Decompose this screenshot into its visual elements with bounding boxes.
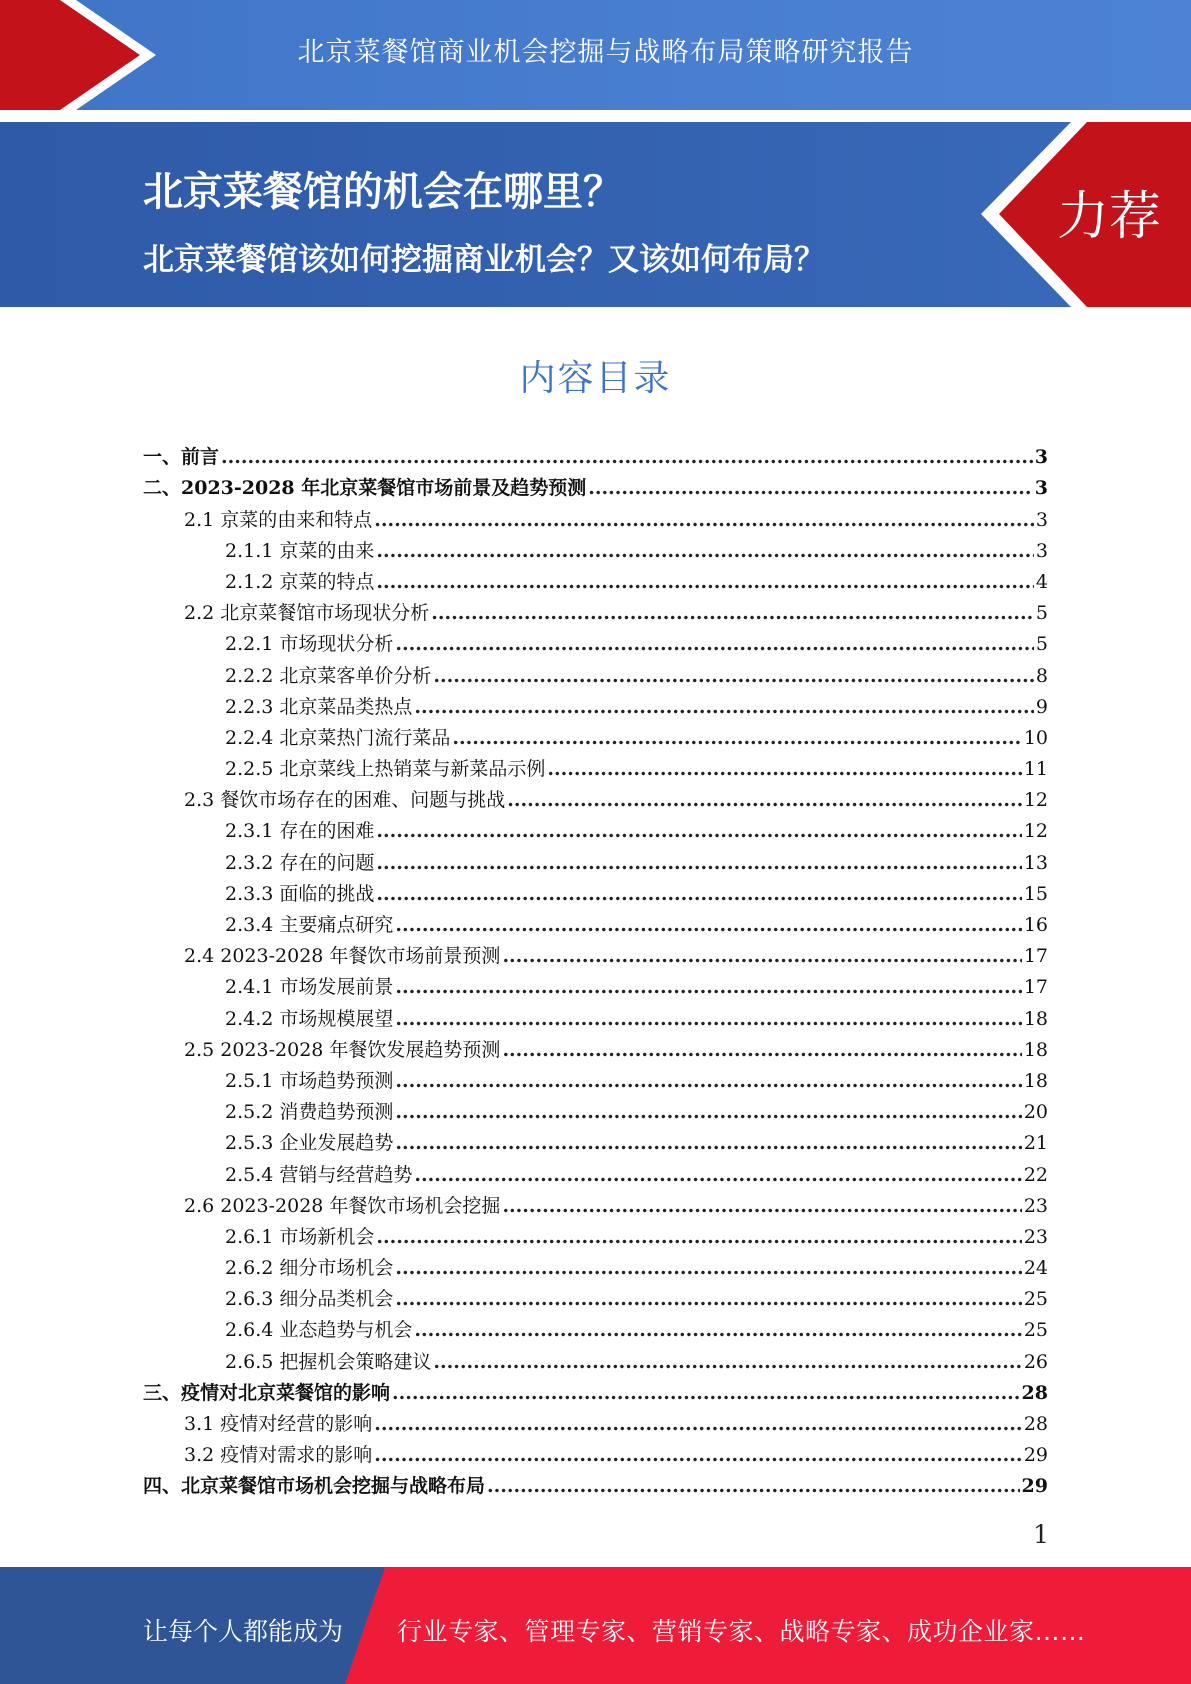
toc-entry-page: 8 xyxy=(1035,664,1048,687)
toc-entry-label: 2.5.1 市场趋势预测 xyxy=(225,1069,394,1092)
toc-entry[interactable] xyxy=(143,968,1048,999)
toc-entry-page: 4 xyxy=(1035,570,1048,593)
toc-entry-label: 2.4.1 市场发展前景 xyxy=(225,976,394,999)
toc-entry-page: 18 xyxy=(1023,1069,1048,1092)
toc-leader-dots xyxy=(502,1038,1021,1062)
toc-entry-label: 一、前言 xyxy=(143,446,220,469)
toc-entry-page: 16 xyxy=(1023,914,1048,936)
toc-entry-label: 2.2.1 市场现状分析 xyxy=(225,633,394,656)
toc-entry[interactable] xyxy=(143,999,1048,1030)
toc-leader-dots xyxy=(414,695,1034,719)
toc-entry-page: 28 xyxy=(1023,1413,1048,1435)
recommend-badge-text: 力荐 xyxy=(1056,187,1161,247)
hero-title: 北京菜餐馆的机会在哪里？ xyxy=(143,169,623,215)
toc-entry[interactable] xyxy=(143,1218,1048,1249)
toc-leader-dots xyxy=(414,1318,1021,1342)
table-of-contents xyxy=(143,438,1048,1498)
toc-entry-page: 3 xyxy=(1035,508,1048,531)
hero-subtitle: 北京菜餐馆该如何挖掘商业机会？又该如何布局？ xyxy=(143,242,825,278)
toc-leader-dots xyxy=(395,913,1021,937)
toc-entry-label: 2.5 2023-2028 年餐饮发展趋势预测 xyxy=(184,1038,501,1061)
page-number: 1 xyxy=(1033,1520,1049,1549)
toc-entry[interactable] xyxy=(143,812,1048,843)
toc-entry[interactable] xyxy=(143,719,1048,750)
toc-leader-dots xyxy=(374,1412,1022,1436)
toc-entry-label: 2.4.2 市场规模展望 xyxy=(225,1007,394,1030)
toc-leader-dots xyxy=(507,788,1022,812)
toc-leader-dots xyxy=(395,1069,1021,1093)
toc-leader-dots xyxy=(376,1225,1021,1249)
toc-entry[interactable] xyxy=(143,1187,1048,1218)
toc-entry-label: 2.1.2 京菜的特点 xyxy=(225,570,375,593)
toc-entry-page: 17 xyxy=(1023,945,1048,968)
toc-entry-page: 12 xyxy=(1023,820,1048,843)
toc-leader-dots xyxy=(547,757,1021,781)
toc-entry-page: 3 xyxy=(1034,446,1048,469)
toc-entry-label: 2.2.5 北京菜线上热销菜与新菜品示例 xyxy=(225,758,546,781)
hero-band xyxy=(0,122,1191,307)
toc-leader-dots xyxy=(452,726,1021,750)
toc-entry-label: 3.2 疫情对需求的影响 xyxy=(184,1444,373,1467)
toc-entry-page: 3 xyxy=(1035,539,1048,562)
toc-leader-dots xyxy=(392,1381,1020,1405)
toc-entry[interactable] xyxy=(143,1155,1048,1186)
toc-entry-page: 20 xyxy=(1023,1101,1048,1124)
toc-entry-page: 5 xyxy=(1035,602,1048,625)
toc-leader-dots xyxy=(414,1163,1021,1187)
toc-entry-label: 2.5.3 企业发展趋势 xyxy=(225,1132,394,1155)
toc-entry-label: 2.5.4 营销与经营趋势 xyxy=(225,1163,413,1186)
toc-entry-page: 12 xyxy=(1023,789,1048,812)
toc-leader-dots xyxy=(376,851,1021,875)
toc-entry-page: 3 xyxy=(1034,477,1048,500)
toc-leader-dots xyxy=(395,1007,1021,1031)
toc-leader-dots xyxy=(502,944,1021,968)
toc-leader-dots xyxy=(376,570,1034,594)
toc-entry-label: 2.2.3 北京菜品类热点 xyxy=(225,695,413,718)
toc-entry-page: 18 xyxy=(1023,1007,1048,1030)
toc-entry-label: 2.6 2023-2028 年餐饮市场机会挖掘 xyxy=(184,1194,501,1217)
toc-entry-page: 17 xyxy=(1023,976,1048,999)
toc-entry-label: 2.6.5 把握机会策略建议 xyxy=(225,1350,432,1373)
toc-entry[interactable] xyxy=(143,500,1048,531)
banner-divider xyxy=(0,110,1191,122)
footer-slogan: 让每个人都能成为 xyxy=(143,1617,344,1646)
toc-entry[interactable] xyxy=(143,688,1048,719)
toc-entry-page: 23 xyxy=(1023,1225,1048,1248)
toc-entry-label: 2.3.2 存在的问题 xyxy=(225,851,375,874)
toc-entry-label: 2.5.2 消费趋势预测 xyxy=(225,1101,394,1124)
toc-entry-page: 25 xyxy=(1023,1288,1048,1311)
toc-entry[interactable] xyxy=(143,594,1048,625)
toc-leader-dots xyxy=(376,819,1021,843)
toc-entry-label: 2.3.4 主要痛点研究 xyxy=(225,914,394,936)
toc-entry-label: 2.6.1 市场新机会 xyxy=(225,1225,375,1248)
toc-entry-page: 25 xyxy=(1023,1319,1048,1342)
toc-entry-page: 22 xyxy=(1023,1163,1048,1186)
toc-entry-label: 2.6.2 细分市场机会 xyxy=(225,1257,394,1280)
toc-leader-dots xyxy=(395,1131,1021,1155)
toc-leader-dots xyxy=(376,882,1021,906)
toc-leader-dots xyxy=(395,1256,1021,1280)
toc-leader-dots xyxy=(376,539,1034,563)
toc-entry-label: 2.2 北京菜餐馆市场现状分析 xyxy=(184,602,430,625)
toc-entry-label: 三、疫情对北京菜餐馆的影响 xyxy=(143,1381,391,1404)
toc-entry-label: 2.2.4 北京菜热门流行菜品 xyxy=(225,726,451,749)
toc-entry[interactable] xyxy=(143,1405,1048,1436)
toc-entry-label: 3.1 疫情对经营的影响 xyxy=(184,1413,373,1435)
toc-entry-page: 26 xyxy=(1023,1350,1048,1373)
top-banner xyxy=(0,0,1191,110)
toc-entry[interactable] xyxy=(143,532,1048,563)
toc-entry-page: 28 xyxy=(1021,1381,1048,1404)
toc-leader-dots xyxy=(395,1287,1021,1311)
toc-leader-dots xyxy=(431,601,1034,625)
toc-entry[interactable] xyxy=(143,563,1048,594)
toc-entry[interactable] xyxy=(143,1436,1048,1467)
toc-entry[interactable] xyxy=(143,469,1048,500)
toc-entry-label: 2.6.4 业态趋势与机会 xyxy=(225,1319,413,1342)
toc-entry[interactable] xyxy=(143,750,1048,781)
toc-leader-dots xyxy=(374,508,1034,532)
toc-entry[interactable] xyxy=(143,1311,1048,1342)
toc-entry[interactable] xyxy=(143,843,1048,874)
toc-entry-page: 23 xyxy=(1023,1194,1048,1217)
report-title: 北京菜餐馆商业机会挖掘与战略布局策略研究报告 xyxy=(297,37,914,68)
toc-entry[interactable] xyxy=(143,1467,1048,1498)
toc-entry[interactable] xyxy=(143,1062,1048,1093)
toc-entry-label: 二、2023-2028 年北京菜餐馆市场前景及趋势预测 xyxy=(143,477,587,500)
toc-entry[interactable] xyxy=(143,1280,1048,1311)
toc-leader-dots xyxy=(433,1350,1021,1374)
toc-entry-page: 29 xyxy=(1021,1475,1048,1498)
toc-entry[interactable] xyxy=(143,1031,1048,1062)
toc-leader-dots xyxy=(374,1443,1022,1467)
toc-leader-dots xyxy=(433,664,1034,688)
toc-entry-page: 15 xyxy=(1023,882,1048,905)
toc-entry[interactable] xyxy=(143,781,1048,812)
toc-entry-label: 2.6.3 细分品类机会 xyxy=(225,1288,394,1311)
toc-entry-page: 13 xyxy=(1023,851,1048,874)
toc-entry-label: 2.1.1 京菜的由来 xyxy=(225,539,375,562)
toc-entry[interactable] xyxy=(143,906,1048,937)
toc-entry-label: 2.3.1 存在的困难 xyxy=(225,820,375,843)
toc-entry[interactable] xyxy=(143,438,1048,469)
toc-entry-page: 10 xyxy=(1023,726,1048,749)
toc-entry-label: 2.3.3 面临的挑战 xyxy=(225,882,375,905)
toc-entry-label: 四、北京菜餐馆市场机会挖掘与战略布局 xyxy=(143,1475,486,1498)
toc-entry[interactable] xyxy=(143,875,1048,906)
toc-entry[interactable] xyxy=(143,1374,1048,1405)
toc-entry-page: 18 xyxy=(1023,1038,1048,1061)
toc-entry-page: 9 xyxy=(1035,695,1048,718)
toc-entry[interactable] xyxy=(143,656,1048,687)
toc-entry[interactable] xyxy=(143,1342,1048,1373)
footer-roles: 行业专家、管理专家、营销专家、战略专家、成功企业家…… xyxy=(397,1617,1086,1646)
toc-entry-label: 2.4 2023-2028 年餐饮市场前景预测 xyxy=(184,945,501,968)
toc-entry-page: 5 xyxy=(1035,633,1048,656)
toc-leader-dots xyxy=(395,632,1034,656)
toc-leader-dots xyxy=(395,1100,1021,1124)
toc-heading: 内容目录 xyxy=(519,358,672,399)
toc-entry[interactable] xyxy=(143,1124,1048,1155)
toc-entry[interactable] xyxy=(143,1093,1048,1124)
toc-entry[interactable] xyxy=(143,937,1048,968)
toc-entry-label: 2.1 京菜的由来和特点 xyxy=(184,508,373,531)
toc-leader-dots xyxy=(395,975,1021,999)
toc-leader-dots xyxy=(588,476,1033,500)
toc-leader-dots xyxy=(502,1194,1021,1218)
toc-entry-page: 11 xyxy=(1023,758,1048,781)
toc-entry-page: 21 xyxy=(1023,1132,1048,1155)
toc-entry[interactable] xyxy=(143,625,1048,656)
toc-leader-dots xyxy=(487,1474,1020,1498)
toc-entry-page: 24 xyxy=(1023,1257,1048,1280)
toc-leader-dots xyxy=(221,445,1033,469)
toc-entry-label: 2.3 餐饮市场存在的困难、问题与挑战 xyxy=(184,789,506,812)
toc-entry-page: 29 xyxy=(1023,1444,1048,1467)
toc-entry[interactable] xyxy=(143,1249,1048,1280)
toc-entry-label: 2.2.2 北京菜客单价分析 xyxy=(225,664,432,687)
